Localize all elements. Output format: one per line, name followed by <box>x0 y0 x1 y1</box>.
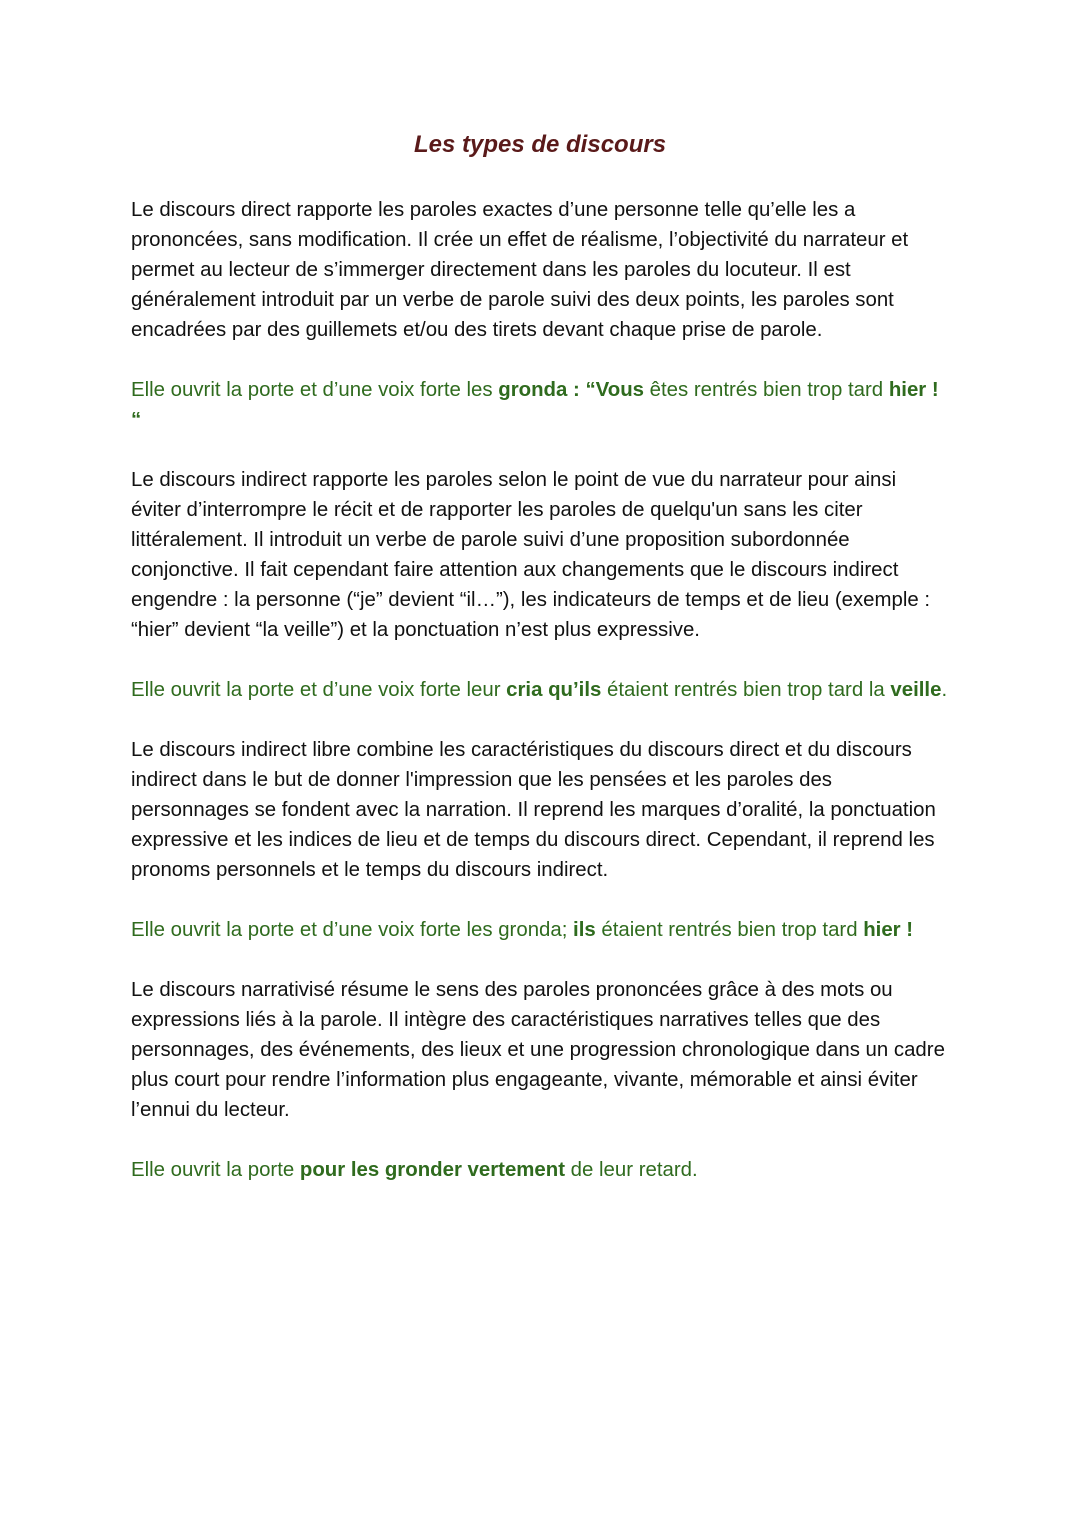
example-emphasis: gronda : “Vous <box>498 379 644 401</box>
example-emphasis: hier ! <box>863 919 914 941</box>
example-emphasis: ils <box>573 919 596 941</box>
example-indirect-speech <box>131 675 951 705</box>
example-text: Elle ouvrit la porte <box>131 1159 300 1181</box>
example-narrativized-speech <box>131 1155 951 1185</box>
example-direct-speech <box>131 375 951 435</box>
example-text: étaient rentrés bien trop tard la <box>601 679 891 701</box>
document-title: Les types de discours <box>413 131 667 158</box>
example-text: Elle ouvrit la porte et d’une voix forte les <box>131 379 499 401</box>
example-text: . <box>941 679 948 701</box>
example-free-indirect-speech <box>131 915 951 945</box>
example-text: de leur retard. <box>565 1159 698 1181</box>
example-emphasis: pour les gronder vertement <box>299 1159 566 1181</box>
paragraph-direct-speech: Le discours direct rapporte les paroles exactes d’une personne telle qu’elle les a prononcées, sans modification. Il crée un effet de réalisme, l’objectivité du narrateur et permet au lecteur de s’immerger directement dans les paroles du locuteur. Il est généralement introduit par un verbe de parole suivi des deux points, les paroles sont encadrées par des guillemets et/ou des tirets devant chaque prise de parole. <box>131 199 909 341</box>
example-emphasis: veille <box>890 679 942 701</box>
example-emphasis: hier ! “ <box>131 379 939 431</box>
paragraph-indirect-speech: Le discours indirect rapporte les paroles selon le point de vue du narrateur pour ainsi éviter d’interrompre le récit et de rapporter les paroles de quelqu'un sans les citer littéralement. Il introduit un verbe de parole suivi d’une proposition subordonnée conjonctive. Il fait cependant faire attention aux changements que le discours indirect engendre : la personne (“je” devient “il…”), les indicateurs de temps et de lieu (exemple : “hier” devient “la veille”) et la ponctuation n’est plus expressive. <box>131 469 931 641</box>
example-emphasis: cria qu’ils <box>506 679 602 701</box>
example-text: êtes rentrés bien trop tard <box>644 379 889 401</box>
example-text: Elle ouvrit la porte et d’une voix forte les gronda; <box>131 919 574 941</box>
example-text: étaient rentrés bien trop tard <box>595 919 864 941</box>
example-text: Elle ouvrit la porte et d’une voix forte leur <box>131 679 507 701</box>
document-body <box>131 195 951 1215</box>
paragraph-narrativized-speech: Le discours narrativisé résume le sens des paroles prononcées grâce à des mots ou expressions liés à la parole. Il intègre des caractéristiques narratives telles que des personnages, des événements, des lieux et une progression chronologique dans un cadre plus court pour rendre l’information plus engageante, vivante, mémorable et ainsi éviter l’ennui du lecteur. <box>131 979 945 1121</box>
paragraph-free-indirect-speech: Le discours indirect libre combine les caractéristiques du discours direct et du discours indirect dans le but de donner l'impression que les pensées et les paroles des personnages se fondent avec la narration. Il reprend les marques d’oralité, la ponctuation expressive et les indices de lieu et de temps du discours direct. Cependant, il reprend les pronoms personnels et le temps du discours indirect. <box>131 739 936 881</box>
